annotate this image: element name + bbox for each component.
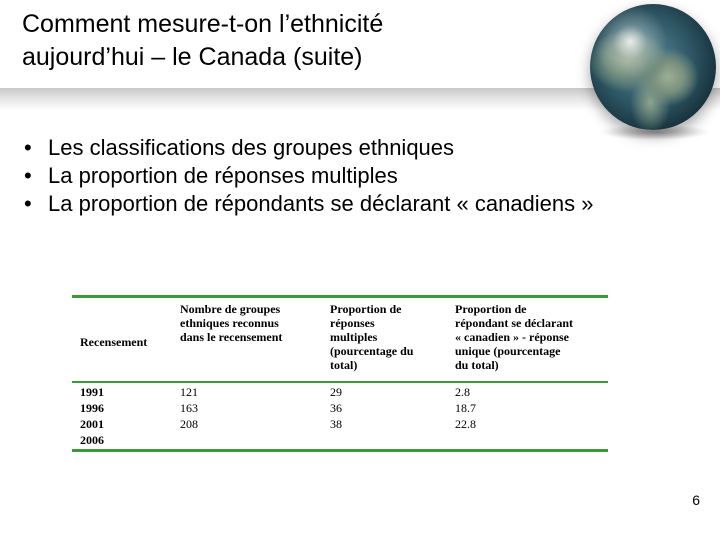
- row-year: 1996: [80, 401, 104, 415]
- table-rule-top: [72, 295, 608, 298]
- header-canadien: Proportion de répondant se déclarant « canadien » - réponse unique (pourcentage du total): [455, 302, 573, 372]
- row-year: 1991: [80, 385, 104, 399]
- row-groups: 208: [180, 417, 198, 431]
- census-table: [72, 295, 608, 453]
- header-recensement: Recensement: [80, 335, 148, 349]
- row-year: 2001: [80, 417, 104, 431]
- row-groups: 163: [180, 401, 198, 415]
- row-groups: 121: [180, 385, 198, 399]
- bullet-list: [24, 134, 614, 218]
- row-multiple: 38: [330, 417, 342, 431]
- globe-icon: [590, 4, 716, 130]
- bullet-dot: •: [24, 163, 32, 188]
- slide-title-line-2: aujourd’hui – le Canada (suite): [22, 43, 363, 71]
- row-canadian: 18.7: [455, 401, 476, 415]
- row-multiple: 36: [330, 401, 342, 415]
- bullet-dot: •: [24, 191, 32, 216]
- bullet-text: La proportion de répondants se déclarant « canadiens »: [48, 191, 594, 216]
- header-nombre-groupes: Nombre de groupes ethniques reconnus dans le recensement: [180, 302, 283, 344]
- page-number: 6: [692, 492, 700, 508]
- row-canadian: 2.8: [455, 385, 470, 399]
- bullet-item-1: [24, 134, 614, 162]
- row-year: 2006: [80, 433, 104, 447]
- bullet-text: La proportion de réponses multiples: [48, 163, 398, 188]
- row-canadian: 22.8: [455, 417, 476, 431]
- row-multiple: 29: [330, 385, 342, 399]
- bullet-item-2: [24, 162, 614, 190]
- slide-title: [22, 8, 582, 74]
- table-rule-header: [72, 381, 608, 383]
- header-reponses-multiples: Proportion de réponses multiples (pourcentage du total): [330, 302, 414, 372]
- bullet-dot: •: [24, 135, 32, 160]
- bullet-text: Les classifications des groupes ethniques: [48, 135, 455, 160]
- slide-title-line-1: Comment mesure-t-on l’ethnicité: [22, 10, 384, 38]
- table-rule-bottom: [72, 449, 608, 452]
- bullet-item-3: [24, 190, 614, 218]
